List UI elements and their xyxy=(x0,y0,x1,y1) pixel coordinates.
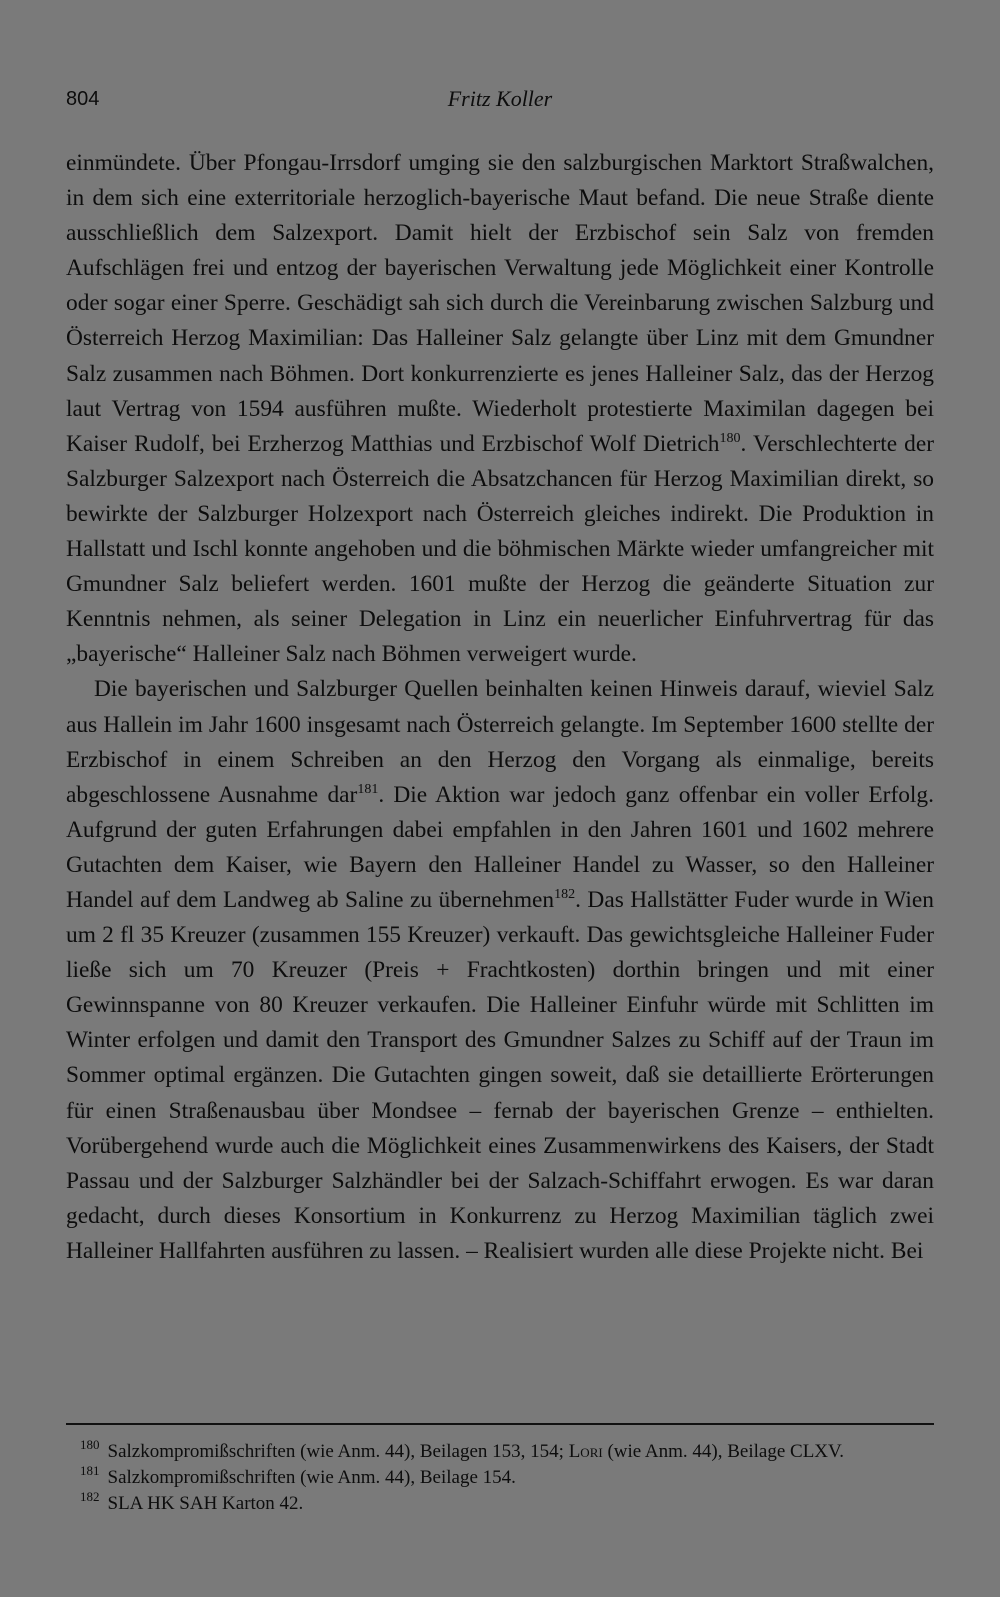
paragraph-text: . Das Hallstätter Fuder wurde in Wien um 2 fl 35 Kreuzer (zusammen 155 Kreuzer) verkauft. Das gewichtsgleiche Halleiner Fuder ließe sich um 70 Kreuzer (Preis + Frachtkosten) dorthin bringen und mit einer Gewinnspanne von 80 Kreuzer verkaufen. Die Halleiner Einfuhr würde mit Schlitten im Winter erfolgen und damit den Transport des Gmundner Salzes zu Schiff auf der Traun im Sommer optimal ergänzen. Die Gutachten gingen soweit, daß sie detaillierte Erörterungen für einen Straßenausbau über Mondsee – fernab der bayerischen Grenze – enthielten. Vorübergehend wurde auch die Möglichkeit eines Zusammenwirkens des Kaisers, der Stadt Passau und der Salzburger Salzhändler bei der Salzach-Schiffahrt erwogen. Es war daran gedacht, durch dieses Konsortium in Konkurrenz zu Herzog Maximilian täglich zwei Halleiner Hallfahrten ausführen zu lassen. – Realisiert wurden alle diese Projekte nicht. Bei xyxy=(66,886,935,1264)
footnote-text: Salzkompromißschriften (wie Anm. 44), Beilagen 153, 154; xyxy=(107,1441,569,1462)
footnote-divider xyxy=(66,1423,934,1425)
footnote-ref: 180 xyxy=(719,430,741,446)
paragraph-text: Die bayerischen und Salzburger Quellen beinhalten keinen Hinweis darauf, wieviel Salz aus Hallein im Jahr 1600 insgesamt nach Österreich gelangte. Im September 1600 stellte der Erzbischof in einem Schreiben an den Herzog den Vorgang als einmalige, bereits abgeschlossene Ausnahme dar xyxy=(66,676,934,808)
page-header xyxy=(66,84,934,114)
paragraph xyxy=(66,672,934,1269)
paragraph-text: einmündete. Über Pfongau-Irrsdorf umging sie den salzburgischen Marktort Straßwalchen, in dem sich eine exterritoriale herzoglich-bayerische Maut befand. Die neue Straße diente ausschließlich dem Salzexport. Damit hielt der Erzbischof sein Salz von fremden Aufschlägen frei und entzog der bayerischen Verwaltung jede Möglichkeit einer Kontrolle oder sogar einer Sperre. Geschädigt sah sich durch die Vereinbarung zwischen Salzburg und Österreich Herzog Maximilian: Das Halleiner Salz gelangte über Linz mit dem Gmundner Salz zusammen nach Böhmen. Dort konkurrenzierte es jenes Halleiner Salz, das der Herzog laut Vertrag von 1594 ausführen mußte. Wiederholt protestierte Maximilan dagegen bei Kaiser Rudolf, bei Erzherzog Matthias und Erzbischof Wolf Dietrich xyxy=(66,150,934,457)
paragraph xyxy=(66,146,934,672)
footnote-number: 181 xyxy=(80,1463,100,1478)
footnote-text: SLA HK SAH Karton 42. xyxy=(107,1493,304,1514)
footnote-author: Lori xyxy=(568,1441,603,1462)
footnote-number: 180 xyxy=(80,1437,100,1452)
footnote-ref: 181 xyxy=(357,781,379,797)
paragraph-text: . Die Aktion war jedoch ganz offenbar ein voller Erfolg. Aufgrund der guten Erfahrungen dabei empfahlen in den Jahren 1601 und 1602 mehrere Gutachten dem Kaiser, wie Bayern den Halleiner Handel zu Wasser, so den Halleiner Handel auf dem Landweg ab Saline zu übernehmen xyxy=(66,781,934,913)
running-head: Fritz Koller xyxy=(447,86,553,111)
footnotes xyxy=(66,1437,934,1518)
page-number: 804 xyxy=(66,88,100,110)
footnote-text: Salzkompromißschriften (wie Anm. 44), Beilage 154. xyxy=(107,1467,516,1488)
footnote-ref: 182 xyxy=(554,886,576,902)
footnote xyxy=(66,1489,934,1516)
footnote xyxy=(66,1463,934,1490)
footnote-text: (wie Anm. 44), Beilage CLXV. xyxy=(602,1441,845,1462)
paragraph-text: . Verschlechterte der Salzburger Salzexport nach Österreich die Absatzchancen für Herzog Maximilian direkt, so bewirkte der Salzburger Holzexport nach Österreich gleiches indirekt. Die Produktion in Hallstatt und Ischl konnte angehoben und die böhmischen Märkte wieder umfangreicher mit Gmundner Salz beliefert werden. 1601 mußte der Herzog die geänderte Situation zur Kenntnis nehmen, als seiner Delegation in Linz ein neuerlicher Einfuhrvertrag für das „bayerische“ Halleiner Salz nach Böhmen verweigert wurde. xyxy=(66,430,935,668)
footnote-number: 182 xyxy=(80,1489,100,1504)
main-text xyxy=(66,146,934,1269)
footnote xyxy=(66,1437,934,1464)
